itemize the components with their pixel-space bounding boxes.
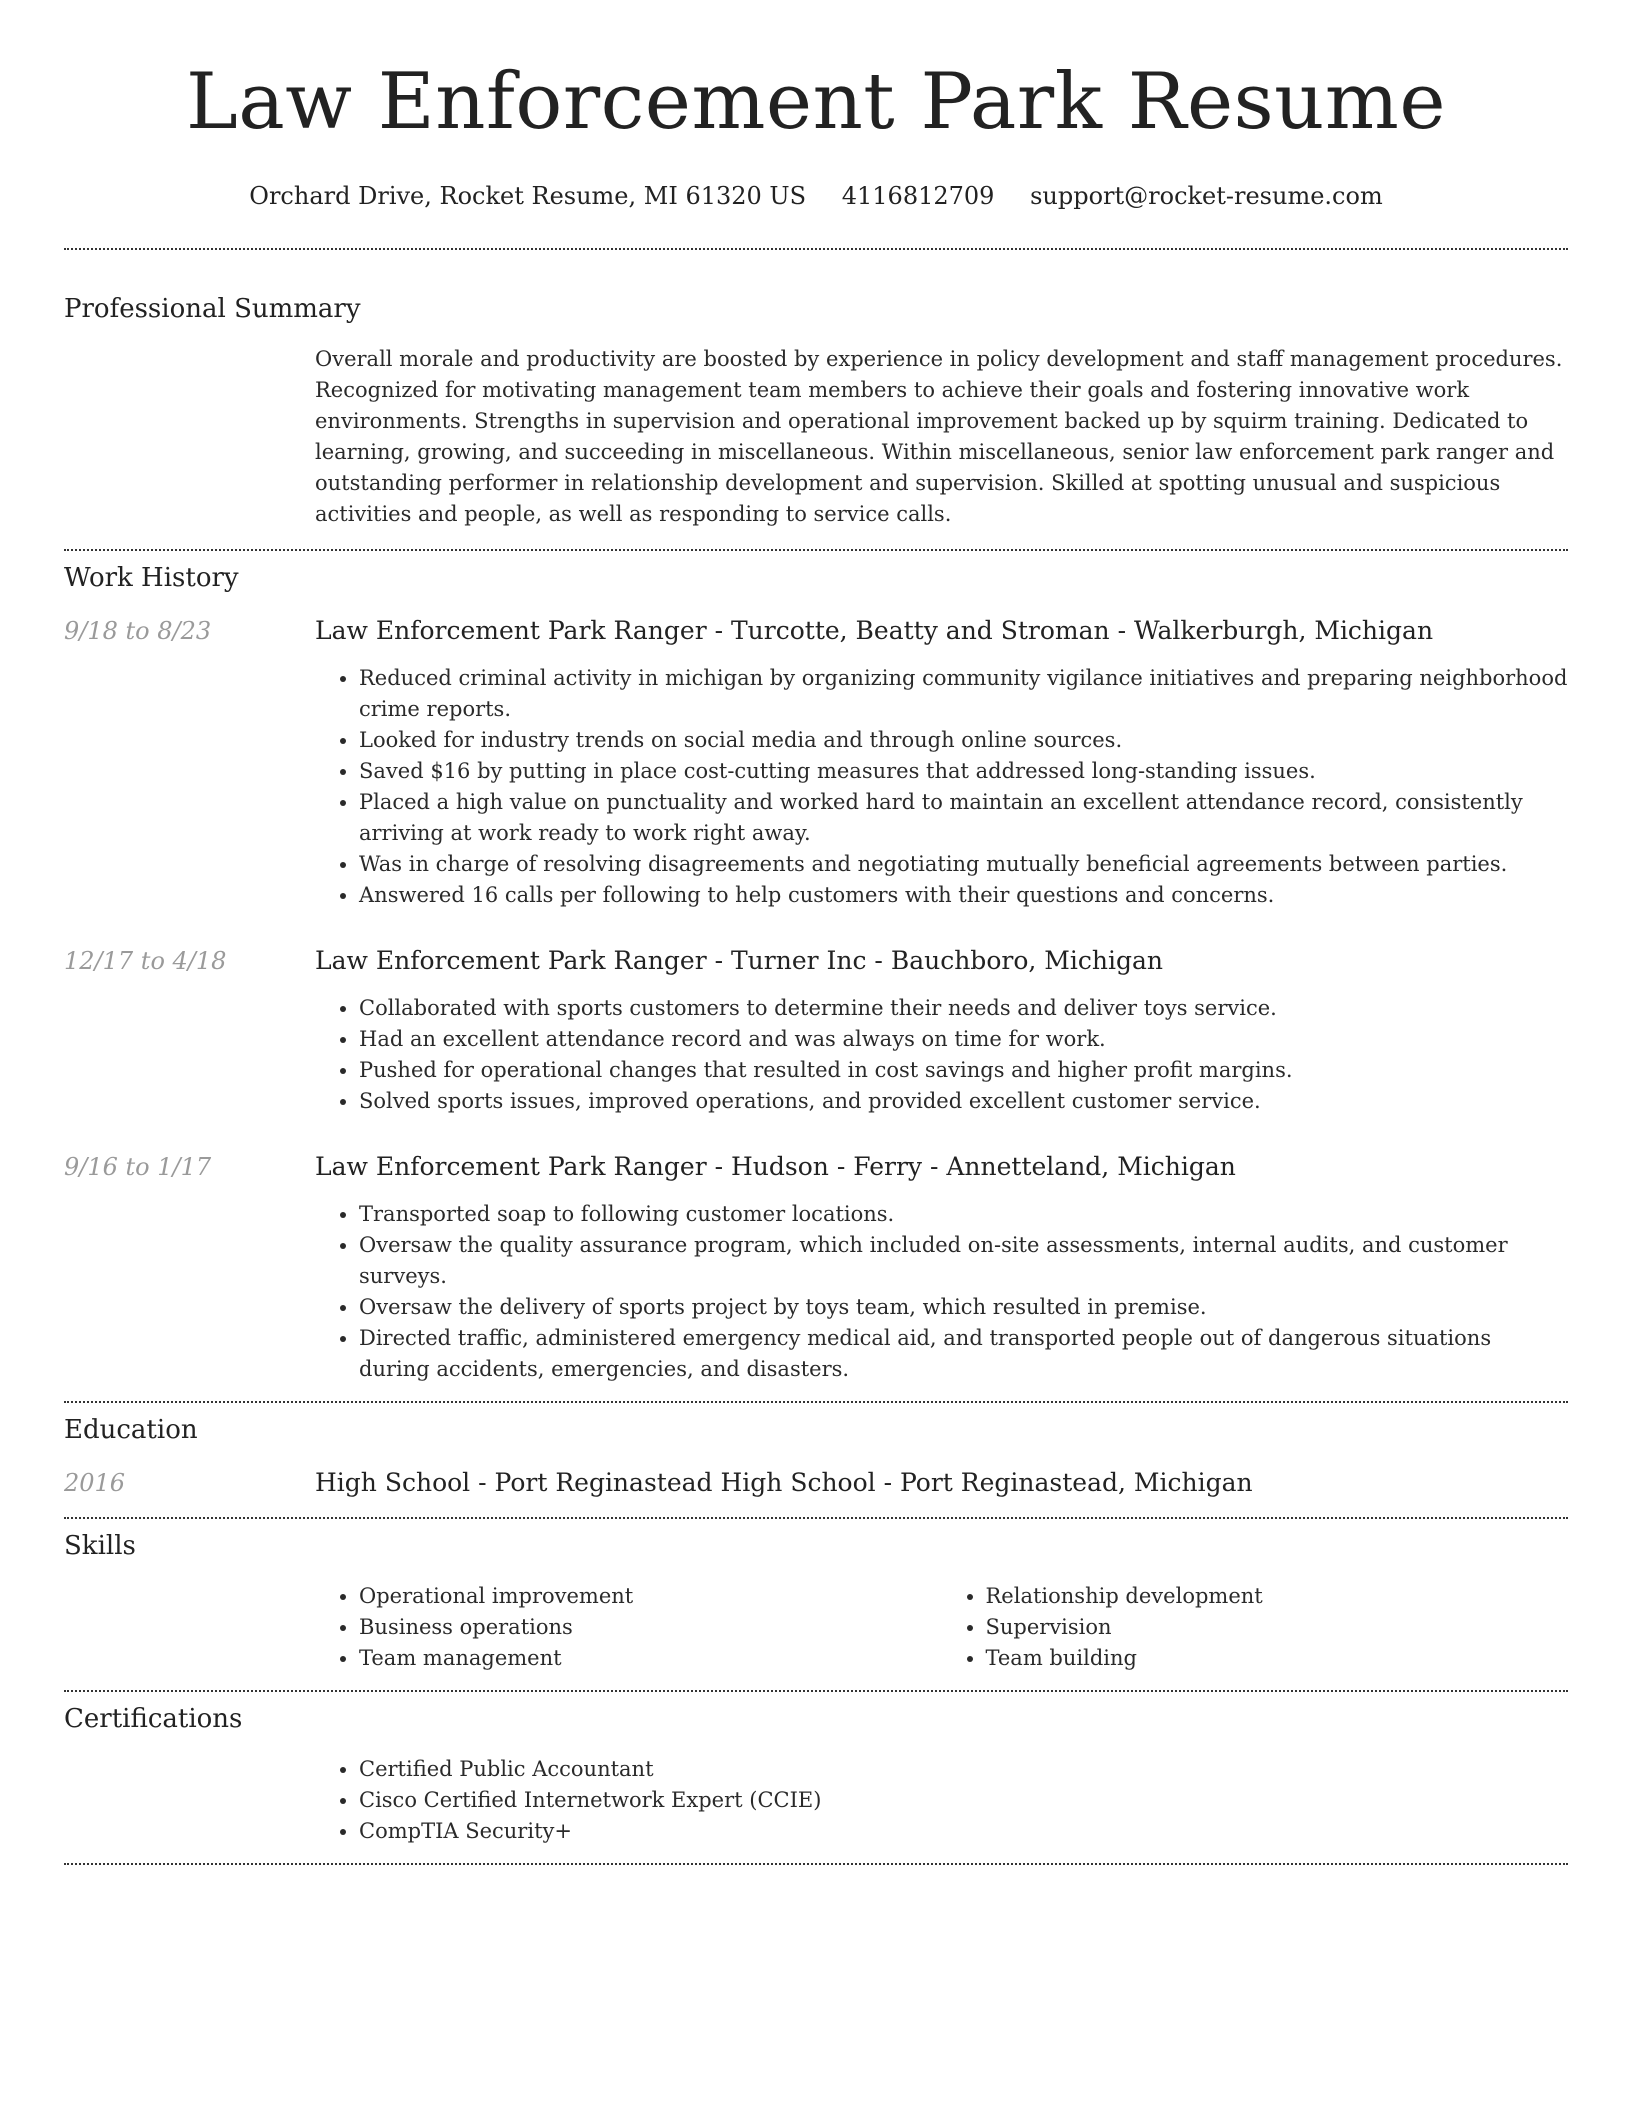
divider: [64, 1401, 1568, 1403]
job-dates: 9/18 to 8/23: [64, 617, 212, 645]
job-bullet: • Saved $16 by putting in place cost-cutting measures that addressed long-standing issues.: [359, 756, 1568, 787]
section-title-skills: Skills: [64, 1531, 136, 1561]
job-heading: Law Enforcement Park Ranger - Turner Inc - Bauchboro, Michigan: [315, 946, 1163, 975]
job-bullets: [315, 663, 1568, 911]
job-bullet: • Solved sports issues, improved operations, and provided excellent customer service.: [359, 1086, 1568, 1117]
job-dates: 12/17 to 4/18: [64, 947, 227, 975]
resume-name: Law Enforcement Park Resume: [185, 57, 1447, 147]
contact-email: support@rocket-resume.com: [1030, 182, 1383, 210]
section-title-work: Work History: [64, 563, 239, 593]
job-bullet: • Reduced criminal activity in michigan by organizing community vigilance initiatives and preparing neighborhood crime reports.: [359, 663, 1568, 725]
summary-text: Overall morale and productivity are boosted by experience in policy development and staff management procedures. Recognized for motivating management team members to achieve their goals and fostering innovative work environments. Strengths in supervision and operational improvement backed up by squirm training. Dedicated to learning, growing, and succeeding in miscellaneous. Within miscellaneous, senior law enforcement park ranger and outstanding performer in relationship development and supervision. Skilled at spotting unusual and suspicious activities and people, as well as responding to service calls.: [315, 347, 1563, 526]
job-bullet: • Oversaw the quality assurance program, which included on-site assessments, internal audits, and customer surveys.: [359, 1230, 1568, 1292]
contact-line: [64, 180, 1568, 212]
resume-page: [64, 0, 1568, 1865]
certification-item: • Cisco Certified Internetwork Expert (CCIE): [359, 1785, 1568, 1816]
skill-item: • Team management: [359, 1643, 942, 1674]
job-dates: 9/16 to 1/17: [64, 1153, 212, 1181]
job-bullet: • Was in charge of resolving disagreements and negotiating mutually beneficial agreements between parties.: [359, 849, 1568, 880]
skill-item: • Operational improvement: [359, 1581, 942, 1612]
divider: [64, 1690, 1568, 1692]
divider: [64, 1863, 1568, 1865]
divider: [64, 248, 1568, 250]
certifications-list: [315, 1754, 1568, 1847]
section-title-certifications: Certifications: [64, 1704, 243, 1734]
job-bullets: [315, 993, 1568, 1117]
education-entry: [64, 1467, 1568, 1499]
contact-address: Orchard Drive, Rocket Resume, MI 61320 US: [249, 182, 807, 210]
education-year: 2016: [64, 1469, 126, 1497]
section-title-education: Education: [64, 1415, 198, 1445]
job-bullet: • Answered 16 calls per following to help customers with their questions and concerns.: [359, 880, 1568, 911]
job-heading: Law Enforcement Park Ranger - Turcotte, Beatty and Stroman - Walkerburgh, Michigan: [315, 616, 1434, 645]
contact-phone: 4116812709: [841, 182, 995, 210]
skill-item: • Team building: [986, 1643, 1569, 1674]
job-bullet: • Placed a high value on punctuality and worked hard to maintain an excellent attendance record, consistently arriving at work ready to work right away.: [359, 787, 1568, 849]
skill-item: • Relationship development: [986, 1581, 1569, 1612]
skill-item: • Business operations: [359, 1612, 942, 1643]
job-bullet: • Collaborated with sports customers to determine their needs and deliver toys service.: [359, 993, 1568, 1024]
job-bullet: • Had an excellent attendance record and was always on time for work.: [359, 1024, 1568, 1055]
certification-item: • Certified Public Accountant: [359, 1754, 1568, 1785]
skills-column-right: [942, 1581, 1569, 1674]
section-title-summary: Professional Summary: [64, 294, 361, 324]
job-bullet: • Oversaw the delivery of sports project by toys team, which resulted in premise.: [359, 1292, 1568, 1323]
job-heading: Law Enforcement Park Ranger - Hudson - Ferry - Annetteland, Michigan: [315, 1152, 1236, 1181]
job-bullet: • Pushed for operational changes that resulted in cost savings and higher profit margins.: [359, 1055, 1568, 1086]
skill-item: • Supervision: [986, 1612, 1569, 1643]
job-entry: [64, 1151, 1568, 1385]
skills-list: [315, 1581, 1568, 1674]
job-entry: [64, 945, 1568, 1117]
job-entry: [64, 615, 1568, 911]
skills-column-left: [315, 1581, 942, 1674]
education-heading: High School - Port Reginastead High School - Port Reginastead, Michigan: [315, 1468, 1253, 1497]
job-bullet: • Directed traffic, administered emergency medical aid, and transported people out of dangerous situations during accidents, emergencies, and disasters.: [359, 1323, 1568, 1385]
certification-item: • CompTIA Security+: [359, 1816, 1568, 1847]
job-bullet: • Transported soap to following customer locations.: [359, 1199, 1568, 1230]
divider: [64, 1517, 1568, 1519]
job-bullet: • Looked for industry trends on social media and through online sources.: [359, 725, 1568, 756]
job-bullets: [315, 1199, 1568, 1385]
divider: [64, 549, 1568, 551]
